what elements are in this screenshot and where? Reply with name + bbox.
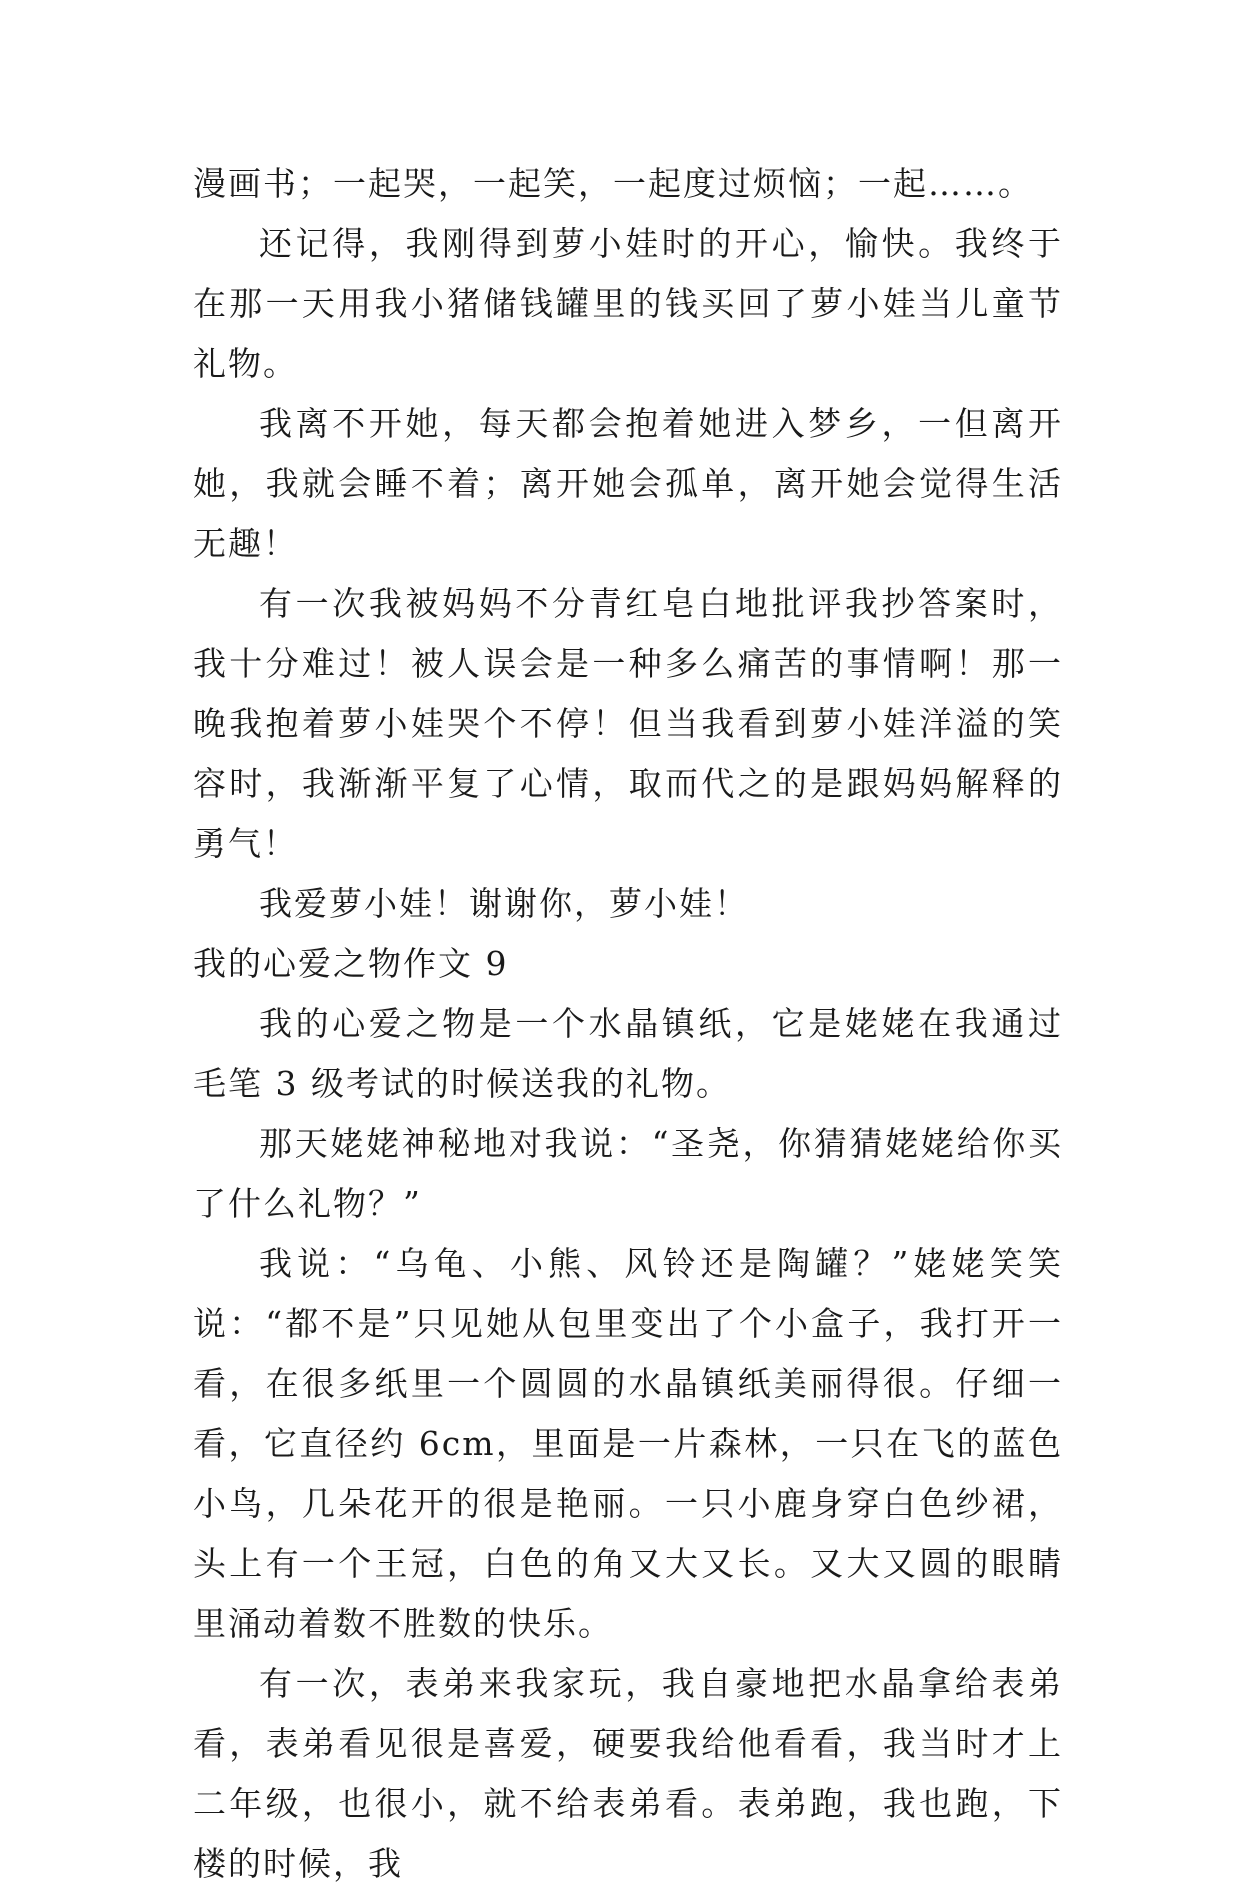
paragraph: 漫画书；一起哭，一起笑，一起度过烦恼；一起……。: [193, 164, 1033, 203]
document-body: [193, 154, 1063, 1894]
paragraph: 我爱萝小娃！谢谢你，萝小娃！: [259, 884, 749, 923]
paragraph: 我的心爱之物是一个水晶镇纸，它是姥姥在我通过毛笔 3 级考试的时候送我的礼物。: [193, 1004, 1063, 1103]
paragraph: 有一次我被妈妈不分青红皂白地批评我抄答案时，我十分难过！被人误会是一种多么痛苦的事情啊！那一晚我抱着萝小娃哭个不停！但当我看到萝小娃洋溢的笑容时，我渐渐平复了心情，取而代之的是跟妈妈解释的勇气！: [193, 584, 1063, 863]
section-title: 我的心爱之物作文 9: [193, 944, 509, 983]
paragraph: 我说：“乌龟、小熊、风铃还是陶罐？”姥姥笑笑说：“都不是”只见她从包里变出了个小盒子，我打开一看，在很多纸里一个圆圆的水晶镇纸美丽得很。仔细一看，它直径约 6cm，里面是一片森林，一只在飞的蓝色小鸟，几朵花开的很是艳丽。一只小鹿身穿白色纱裙，头上有一个王冠，白色的角又大又长。又大又圆的眼睛里涌动着数不胜数的快乐。: [193, 1244, 1063, 1643]
paragraph: 那天姥姥神秘地对我说：“圣尧，你猜猜姥姥给你买了什么礼物？”: [193, 1124, 1063, 1223]
paragraph: 有一次，表弟来我家玩，我自豪地把水晶拿给表弟看，表弟看见很是喜爱，硬要我给他看看，我当时才上二年级，也很小，就不给表弟看。表弟跑，我也跑，下楼的时候，我: [193, 1664, 1063, 1883]
paragraph: 我离不开她，每天都会抱着她进入梦乡，一但离开她，我就会睡不着；离开她会孤单，离开她会觉得生活无趣！: [193, 404, 1063, 563]
paragraph: 还记得，我刚得到萝小娃时的开心，愉快。我终于在那一天用我小猪储钱罐里的钱买回了萝小娃当儿童节礼物。: [193, 224, 1063, 383]
